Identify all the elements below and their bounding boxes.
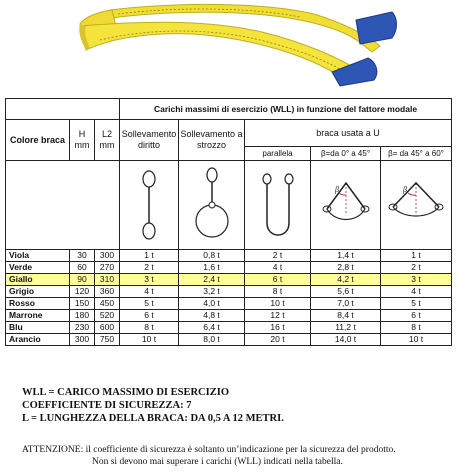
cell-h: 150	[70, 298, 95, 310]
attention-block	[22, 444, 396, 468]
cell-colore: Arancio	[6, 334, 70, 346]
table-row	[6, 274, 452, 286]
cell-beta60: 2 t	[381, 262, 452, 274]
diagram-beta45-cell	[311, 161, 381, 250]
cell-parallela: 10 t	[245, 298, 311, 310]
cell-beta45: 2,8 t	[311, 262, 381, 274]
cell-beta60: 3 t	[381, 274, 452, 286]
cell-beta60: 4 t	[381, 286, 452, 298]
cell-diritto: 4 t	[120, 286, 179, 298]
cell-strozzo: 2,4 t	[179, 274, 245, 286]
cell-diritto: 5 t	[120, 298, 179, 310]
cell-beta45: 7,0 t	[311, 298, 381, 310]
diagram-diritto-cell	[120, 161, 179, 250]
cell-colore: Grigio	[6, 286, 70, 298]
cell-colore: Rosso	[6, 298, 70, 310]
cell-beta60: 8 t	[381, 322, 452, 334]
cell-strozzo: 4,0 t	[179, 298, 245, 310]
cell-strozzo: 0,8 t	[179, 250, 245, 262]
cell-h: 300	[70, 334, 95, 346]
note-wll: WLL = CARICO MASSIMO DI ESERCIZIO	[22, 387, 229, 398]
table-row	[6, 286, 452, 298]
cell-l2: 600	[95, 322, 120, 334]
cell-diritto: 3 t	[120, 274, 179, 286]
cell-h: 230	[70, 322, 95, 334]
cell-l2: 450	[95, 298, 120, 310]
cell-l2: 270	[95, 262, 120, 274]
cell-colore: Giallo	[6, 274, 70, 286]
cell-strozzo: 3,2 t	[179, 286, 245, 298]
col-h-label: H mm	[74, 129, 90, 150]
attention-line-2: Non si devono mai superare i carichi (WLL) indicati nella tabella.	[92, 457, 343, 467]
beta-label-60: β	[403, 185, 407, 194]
cell-h: 180	[70, 310, 95, 322]
cell-parallela: 2 t	[245, 250, 311, 262]
cell-beta60: 1 t	[381, 250, 452, 262]
cell-beta45: 11,2 t	[311, 322, 381, 334]
straight-lift-icon	[129, 163, 169, 247]
cell-l2: 520	[95, 310, 120, 322]
cell-diritto: 6 t	[120, 310, 179, 322]
cell-strozzo: 4,8 t	[179, 310, 245, 322]
col-colore-braca: Colore braca	[6, 120, 70, 161]
col-diritto-label: Sollevamento diritto	[121, 129, 177, 150]
col-braca-u: braca usata a U	[245, 120, 452, 147]
attention-line-1: ATTENZIONE: il coefficiente di sicurezza è soltanto un’indicazione per la sicurezza del prodotto.	[22, 445, 396, 455]
cell-parallela: 6 t	[245, 274, 311, 286]
cell-parallela: 12 t	[245, 310, 311, 322]
col-strozzo-label: Sollevamento a strozzo	[180, 129, 243, 150]
cell-parallela: 4 t	[245, 262, 311, 274]
cell-l2: 300	[95, 250, 120, 262]
col-l2	[95, 120, 120, 161]
table-row	[6, 250, 452, 262]
col-sollevamento-strozzo	[179, 120, 245, 161]
cell-beta45: 14,0 t	[311, 334, 381, 346]
u-parallel-icon	[253, 163, 303, 247]
yellow-sling-illustration	[0, 0, 474, 90]
beta-label-45: β	[334, 185, 339, 194]
table-row	[6, 322, 452, 334]
note-coefficiente: COEFFICIENTE DI SICUREZZA: 7	[22, 400, 192, 411]
cell-strozzo: 1,6 t	[179, 262, 245, 274]
cell-h: 60	[70, 262, 95, 274]
empty-corner-cell	[6, 99, 120, 120]
cell-beta45: 1,4 t	[311, 250, 381, 262]
table-row	[6, 310, 452, 322]
cell-diritto: 1 t	[120, 250, 179, 262]
cell-strozzo: 6,4 t	[179, 322, 245, 334]
cell-colore: Blu	[6, 322, 70, 334]
sub-beta-45: β=da 0° a 45°	[311, 147, 381, 161]
table-main-title: Carichi massimi di esercizio (WLL) in funzione del fattore modale	[120, 99, 452, 120]
cell-parallela: 8 t	[245, 286, 311, 298]
u-angle-60-icon	[383, 163, 449, 247]
cell-parallela: 20 t	[245, 334, 311, 346]
cell-l2: 310	[95, 274, 120, 286]
cell-strozzo: 8,0 t	[179, 334, 245, 346]
cell-colore: Viola	[6, 250, 70, 262]
empty-diagram-cell	[6, 161, 120, 250]
cell-diritto: 10 t	[120, 334, 179, 346]
choke-lift-icon	[187, 163, 237, 247]
table-row	[6, 298, 452, 310]
diagram-strozzo-cell	[179, 161, 245, 250]
cell-h: 90	[70, 274, 95, 286]
sub-beta-60: β= da 45° a 60°	[381, 147, 452, 161]
cell-h: 120	[70, 286, 95, 298]
cell-beta45: 5,6 t	[311, 286, 381, 298]
cell-l2: 360	[95, 286, 120, 298]
diagram-beta60-cell	[381, 161, 452, 250]
col-l2-label: L2 mm	[99, 129, 115, 150]
cell-beta60: 6 t	[381, 310, 452, 322]
cell-beta45: 4,2 t	[311, 274, 381, 286]
wll-table	[5, 98, 452, 346]
diagram-parallela-cell	[245, 161, 311, 250]
cell-diritto: 2 t	[120, 262, 179, 274]
table-row	[6, 334, 452, 346]
note-lunghezza: L = LUNGHEZZA DELLA BRACA: DA 0,5 A 12 METRI.	[22, 413, 284, 424]
cell-beta60: 10 t	[381, 334, 452, 346]
col-sollevamento-diritto	[120, 120, 179, 161]
cell-diritto: 8 t	[120, 322, 179, 334]
col-h	[70, 120, 95, 161]
u-angle-45-icon	[313, 163, 379, 247]
cell-beta45: 8,4 t	[311, 310, 381, 322]
notes-block	[22, 386, 284, 425]
cell-h: 30	[70, 250, 95, 262]
cell-colore: Verde	[6, 262, 70, 274]
cell-colore: Marrone	[6, 310, 70, 322]
sub-parallela: parallela	[245, 147, 311, 161]
cell-beta60: 5 t	[381, 298, 452, 310]
cell-parallela: 16 t	[245, 322, 311, 334]
table-row	[6, 262, 452, 274]
cell-l2: 750	[95, 334, 120, 346]
